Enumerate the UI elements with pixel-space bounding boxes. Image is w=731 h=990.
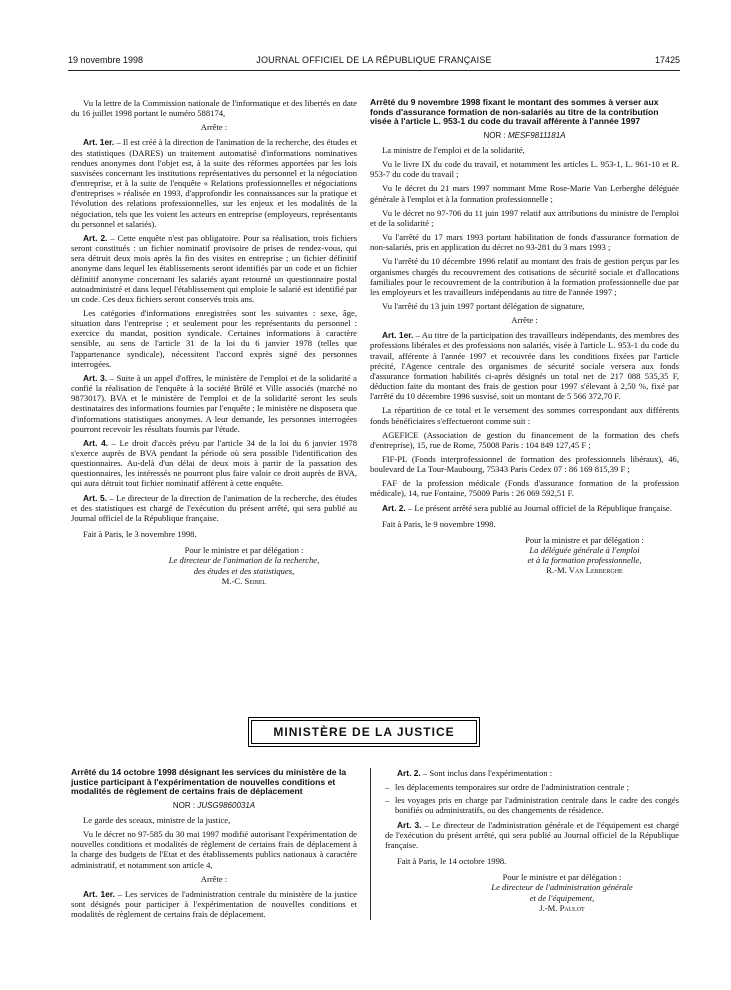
article-text: – Le directeur de la direction de l'animation de la recherche, des études et des statistiques est chargé de l'exécution du présent arrêté, qui sera publié au Journal officiel de la République française. [71,492,357,523]
article-text: – Le directeur de l'administration générale et de l'équipement est chargé de l'exécution du présent arrêté, qui sera publié au Journal officiel de la République française. [385,819,679,850]
signature-role: Le directeur de l'administration générale [491,882,633,893]
arrete-label: Arrête : [200,122,228,133]
article-label: Art. 3. [397,819,422,830]
signature-line: Pour la ministre et par délégation : [525,534,644,545]
signature-block [131,545,357,586]
column-left-top [71,98,357,586]
article-label: Art. 1er. [382,330,414,341]
list-item: – les voyages pris en charge par l'administration centrale dans le cadre des congés bonifiés ou administratifs, ou des changements de résidence. [385,795,679,815]
fund-faf: FAF de la profession médicale (Fonds d'assurance formation de la profession médicale), 14, rue Fontaine, 75009 Paris : 26 069 592,51 F. [370,478,679,499]
article-label: Art. 2. [382,502,406,513]
visa: Vu l'arrêté du 13 juin 1997 portant délégation de signature, [382,300,585,311]
header-journal-title: JOURNAL OFFICIEL DE LA RÉPUBLIQUE FRANÇAISE [256,55,492,65]
article-4 [71,438,357,489]
signature-block [490,535,679,576]
paragraph-repartition: La répartition de ce total et le versement des sommes correspondant aux différents fonds bénéficiaires s'effectueront comme suit : [370,405,679,426]
minister-line: La ministre de l'emploi et de la solidarité, [382,144,525,155]
done-at-paris: Fait à Paris, le 14 octobre 1998. [397,856,507,867]
article-label: Art. 5. [83,492,108,503]
fund-agefice: AGEFICE (Association de gestion du financement de la formation des chefs d'entreprise), 15, rue de Rome, 75008 Paris : 104 849 127,45 F ; [370,429,679,450]
column-separator [370,768,371,920]
article-text: – Sont inclus dans l'expérimentation : [420,768,553,778]
article-1 [370,330,679,401]
article-text: – Il est créé à la direction de l'animation de la recherche, des études et des statistiques (DARES) un traitement automatisé d'informations nominatives rendues anonymes dont l'objet est, à la suite des réformes apportées par les lois susvisées concernant les institutions représentatives du personnel et la négociation d'entreprise, et à la suite de l'enquête « Relations professionnelles et négociations d'entreprises » réalisée en 1993, d'approfondir les connaissances sur la pratique et l'évolution des relations professionnelles, sur les enjeux et les modalités de la négociation, tels que les voient les acteurs en entreprise (employeurs, représentants du personnel et salariés). [71,137,357,229]
signatory-name: M.-C. Seibel [221,575,267,586]
header-rule [68,70,680,71]
article-3 [385,820,679,850]
arrete-label: Arrête : [200,873,228,884]
nor-reference [71,801,357,811]
visa: Vu le décret no 97-585 du 30 mai 1997 modifié autorisant l'expérimentation de nouvelles conditions et modalités de règlement de certains frais de déplacement à la charge des budgets de l'Etat et des établissements publics nationaux à caractère administratif, et notamment son article 4, [71,829,357,870]
decree-title: Arrêté du 9 novembre 1998 fixant le montant des sommes à verser aux fonds d'assurance formation de non-salariés au titre de la contribution visée à l'article L. 953-1 du code du travail afférente à l'année 1997 [370,97,659,127]
visa: Vu le décret du 21 mars 1997 nommant Mme Rose-Marie Van Lerberghe déléguée générale à l'emploi et à la formation professionnelle ; [370,183,679,204]
signature-role: et de l'équipement, [529,892,595,903]
article-3 [71,373,357,434]
article-text: – Les services de l'administration centrale du ministère de la justice sont désignés pour participer à l'expérimentation de nouvelles conditions et modalités de règlement de certains frais de déplacement. [71,888,357,920]
signature-line: Pour le ministre et par délégation : [184,545,304,556]
article-label: Art. 4. [83,437,109,448]
arrete-label: Arrête : [511,315,538,326]
article-label: Art. 1er. [83,888,115,899]
nor-label: NOR : [172,800,198,810]
article-1 [71,889,357,919]
signature-role: et à la formation professionnelle, [527,555,642,566]
signature-line: Pour le ministre et par délégation : [502,872,622,883]
article-label: Art. 2. [83,232,108,243]
article-2 [370,503,679,513]
minister-line: Le garde des sceaux, ministre de la justice, [83,814,231,825]
nor-label: NOR : [483,130,508,140]
decree-title: Arrêté du 14 octobre 1998 désignant les services du ministère de la justice participant à l'expérimentation de nouvelles conditions et modalités de règlement de certains frais de déplacement [71,767,347,797]
signature-role: La déléguée générale à l'emploi [529,545,640,556]
nor-code: MESF9811181A [507,130,566,140]
nor-code: JUSG9860031A [197,800,256,810]
signature-role: des études et des statistiques, [193,565,295,576]
visa-cnil: Vu la lettre de la Commission nationale de l'informatique et des libertés en date du 16 juillet 1998 portant le numéro 588174, [71,98,357,119]
article-label: Art. 2. [397,768,421,778]
done-at-paris: Fait à Paris, le 3 novembre 1998. [83,529,197,540]
ministry-banner [248,717,480,747]
header-page-number: 17425 [654,55,680,65]
article-2 [385,768,679,778]
nor-reference [370,131,679,141]
visa: Vu le décret no 97-706 du 11 juin 1997 relatif aux attributions du ministre de l'emploi et de la solidarité ; [370,207,679,228]
fund-fifpl: FIF-PL (Fonds interprofessionnel de formation des professionnels libéraux), 46, boulevard de La Tour-Maubourg, 75343 Paris Cedex 07 : 86 169 815,39 F ; [370,454,679,475]
done-at-paris: Fait à Paris, le 9 novembre 1998. [382,518,496,529]
visa: Vu l'arrêté du 17 mars 1993 portant habilitation de fonds d'assurance formation de non-salariés, pris en application du décret no 93-281 du 3 mars 1993 ; [370,232,679,253]
column-right-bottom [385,768,679,913]
page-header [68,55,680,69]
paragraph-categories: Les catégories d'informations enregistrées sont les suivantes : sexe, âge, situation dans l'entreprise ; et seulement pour les représentants du personnel : exercice du mandat, position syndicale. Certaines informations à caractère sensible, au sens de l'article 31 de la loi du 6 janvier 1978 (telles que l'appartenance syndicale), nécessitent l'accord exprès signé des personnes interrogées. [71,307,357,369]
list-item: – les déplacements temporaires sur ordre de l'administration centrale ; [385,782,679,792]
article-label: Art. 1er. [83,137,115,148]
article-5 [71,493,357,523]
column-right-top [370,98,679,576]
article-2 [71,233,357,304]
column-left-bottom [71,768,357,923]
article-text: – Au titre de la participation des travailleurs indépendants, des membres des professions libérales et des professions non salariés, visée à l'article L. 953-1 du code du travail, afférente à l'année 1997 et recouvrée dans les conditions fixées par l'article précité, l'Agence centrale des organismes de sécurité sociale versera aux fonds d'assurance formation habilités ci-après désignés un total net de 217 088 535,35 F, déduction faite du montant des frais de gestion pour 1997 s'élevant à 2,50 %, fixé par l'arrêté du 10 décembre 1996 susvisé, soit un montant de 5 566 372,70 F. [370,330,679,402]
signatory-name: R.-M. Van Lerberghe [546,565,623,576]
article-text: – Cette enquête n'est pas obligatoire. Pour sa réalisation, trois fichiers seront constitués : un fichier nominatif provisoire de prises de rendez-vous, qui sera détruit deux mois après la fin des visites en entreprise ; un fichier définitif anonyme dans lequel les établissements seront identifiés par un code et un fichier définitif anonyme concernant les salariés ayant retourné un questionnaire postal autoadministré et dans lequel l'établissement qui emploie le salarié est identifié par un code. Ces deux fichiers seront conservés trois ans. [71,232,357,304]
signature-block [445,872,679,913]
header-date: 19 novembre 1998 [68,55,144,65]
article-label: Art. 3. [83,372,108,383]
visa: Vu l'arrêté du 10 décembre 1996 relatif au montant des frais de gestion perçus par les organismes chargés du recouvrement des cotisations de sécurité sociale et d'allocations familiales pour le recouvrement de la contribution à la formation professionnelle due par les employeurs et les travailleurs indépendants au titre de l'année 1997 ; [370,256,679,297]
article-text: – Le droit d'accès prévu par l'article 34 de la loi du 6 janvier 1978 s'exerce auprès de BVA pendant la période où sera possible l'identification des questionnaires. Au-delà d'un délai de deux mois à partir de la passation des questionnaires, les intéressés ne pourront plus faire valoir ce droit auprès de BVA, qui aura détruit tout fichier nominatif afférent à cette enquête. [71,437,357,489]
inclusion-list [385,782,679,815]
article-text: – Suite à un appel d'offres, le ministère de l'emploi et de la solidarité a confié la réalisation de l'enquête à la société Brûlé et Ville associés (marché no 9873017). BVA et le ministère de l'emploi et de la solidarité seront les seuls destinataires des informations fournies par l'enquête ; le ministère ne disposera que d'informations statistiques anonymes. A leur demande, les personnes interrogées pourront recevoir les résultats fournis par l'étude. [71,372,357,434]
article-1 [71,137,357,228]
visa: Vu le livre IX du code du travail, et notamment les articles L. 953-1, L. 961-10 et R. 953-7 du code du travail ; [370,159,679,180]
article-text: – Le présent arrêté sera publié au Journal officiel de la République française. [405,502,672,513]
signature-role: Le directeur de l'animation de la recherche, [168,555,320,566]
ministry-banner-title: MINISTÈRE DE LA JUSTICE [251,720,477,744]
signatory-name: J.-M. Paulot [539,902,585,913]
